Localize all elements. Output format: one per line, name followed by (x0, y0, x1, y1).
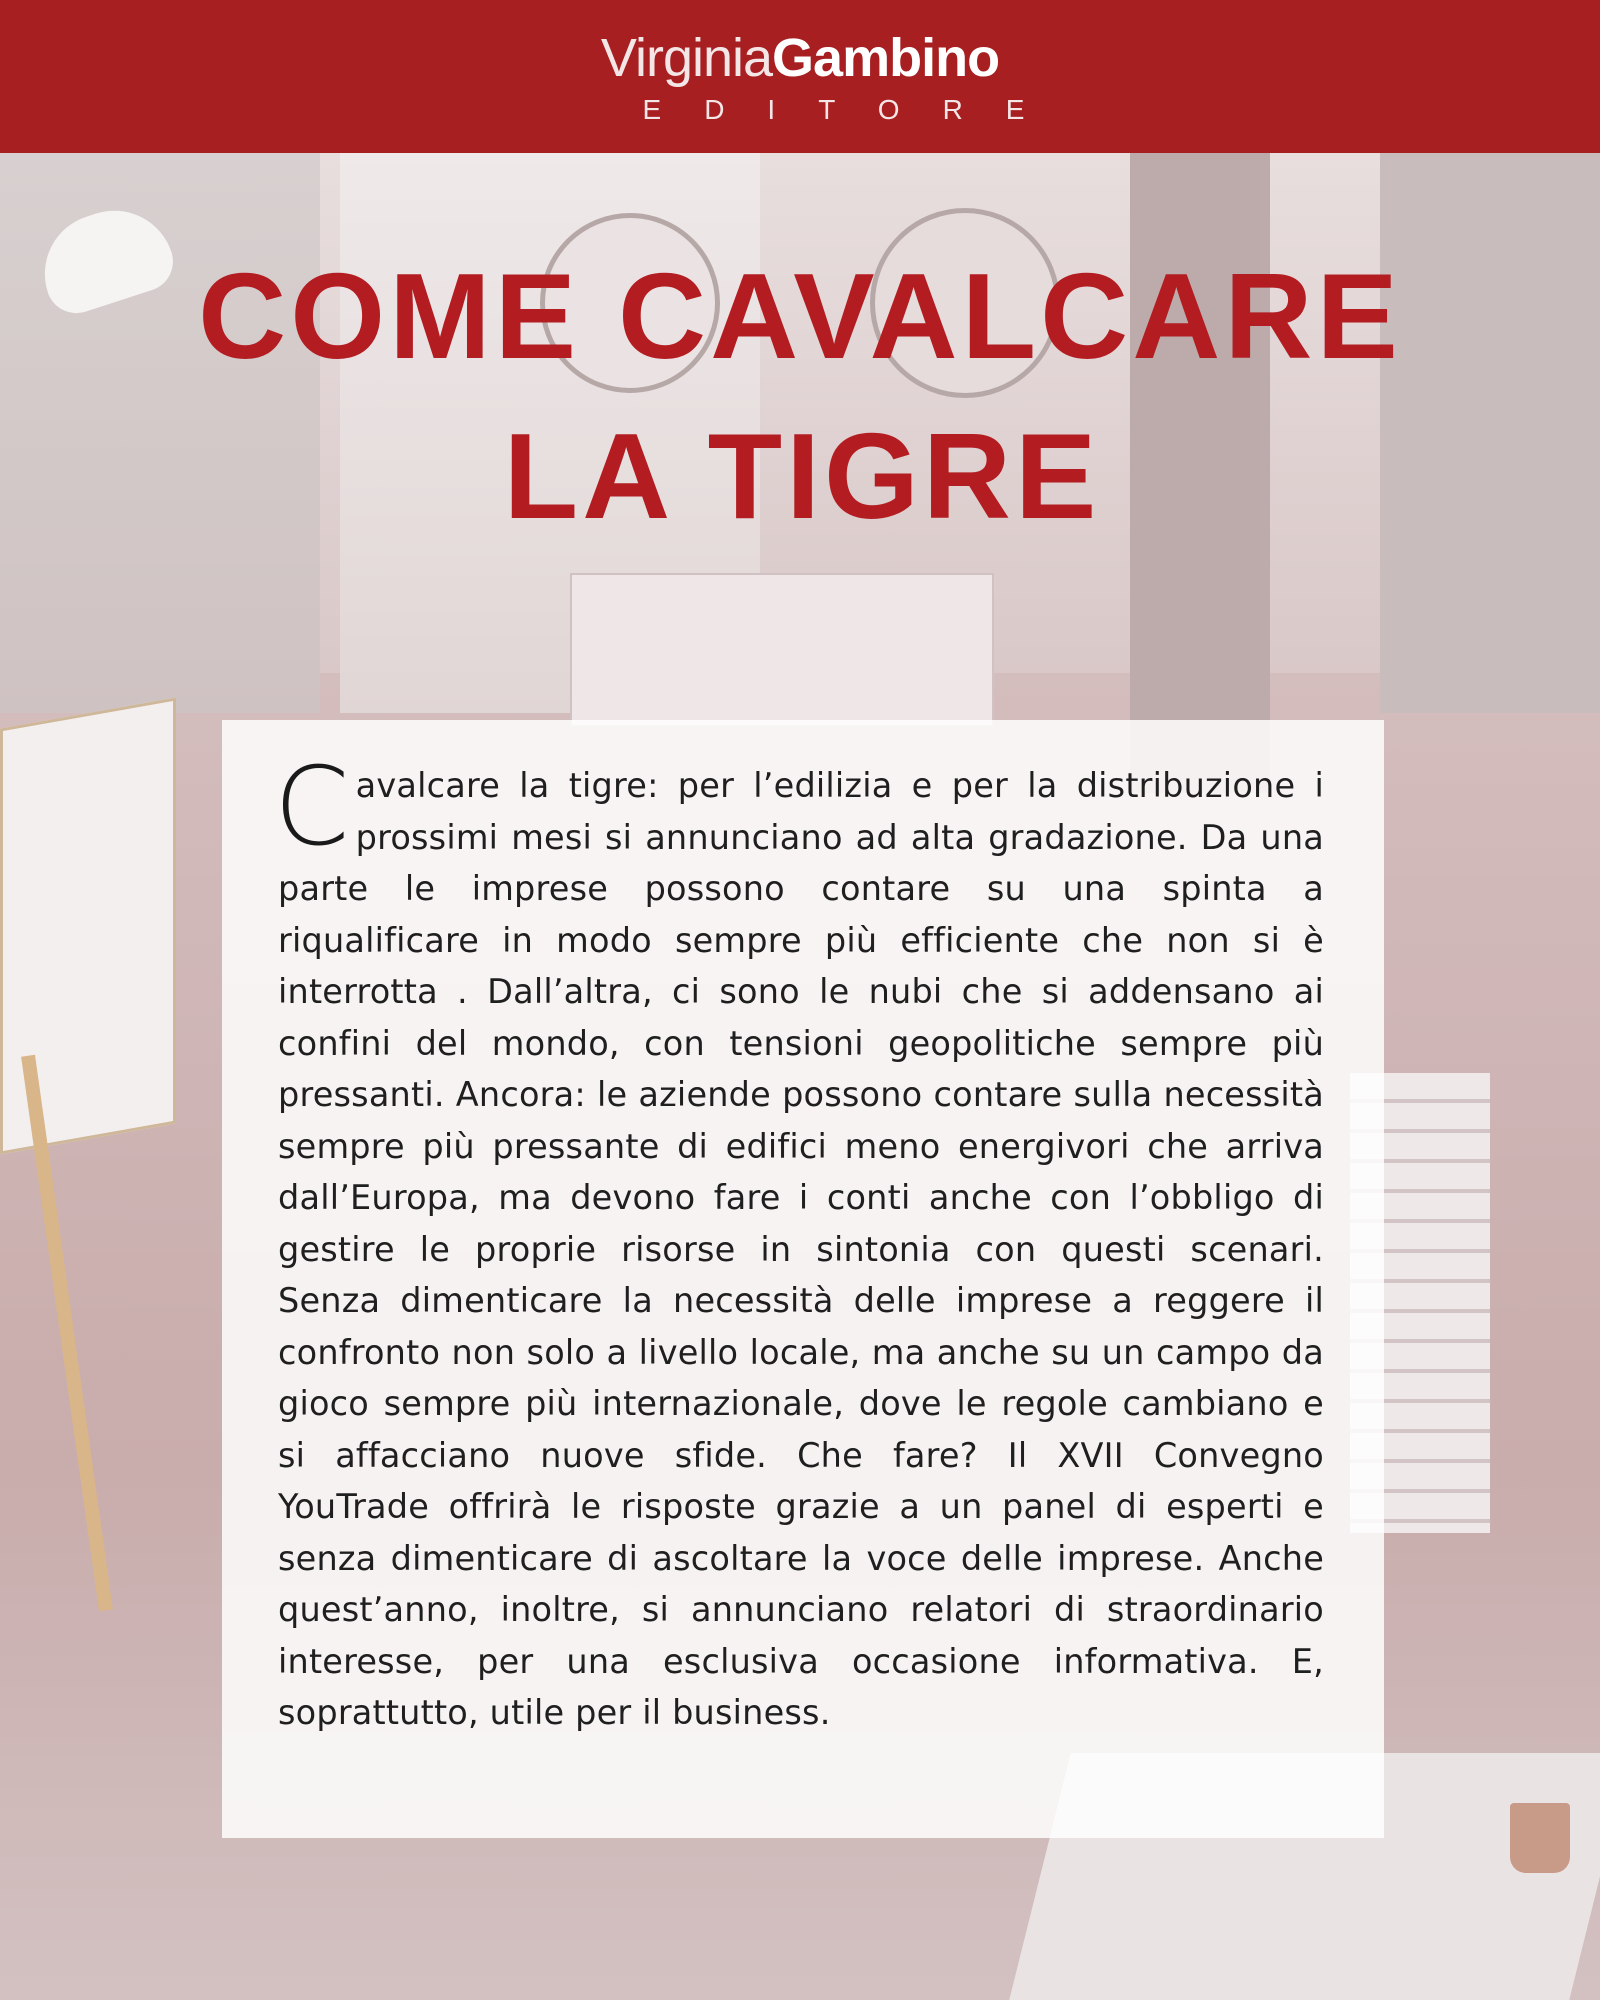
drop-cap: C (274, 745, 350, 870)
page-title (0, 236, 1600, 556)
title-line-1: COME CAVALCARE (198, 248, 1402, 384)
publisher-logo (0, 24, 1600, 126)
logo-subtitle: EDITORE (642, 94, 1068, 125)
article-text-box (222, 720, 1384, 1838)
header-bar (0, 0, 1600, 153)
photo-cup (1510, 1803, 1570, 1873)
logo-first-name: Virginia (600, 28, 773, 88)
article-body-text: avalcare la tigre: per l’edilizia e per la distribuzione i prossimi mesi si annunciano ad alta gradazione. Da una parte le imprese possono contare su una spinta a riqualificare in modo sempre più efficiente che non si è interrotta . Dall’altra, ci sono le nubi che si addensano ai confini del mondo, con tensioni geopolitiche sempre più pressanti. Ancora: le aziende possono contare sulla necessità sempre più pressante di edifici meno energivori che arriva dall’Europa, ma devono fare i conti anche con l’obbligo di gestire le proprie risorse in sintonia con questi scenari. Senza dimenticare la necessità delle imprese a reggere il confronto non solo a livello locale, ma anche su un campo da gioco sempre più internazionale, dove le regole cambiano e si affacciano nuove sfide. Che fare? Il XVII Convegno YouTrade offrirà le risposte grazie a un panel di esperti e senza dimenticare di ascoltare la voce delle imprese. Anche quest’anno, inoltre, si annunciano relatori di straordinario interesse, per una esclusiva occasione informativa. E, soprattutto, utile per il business. (278, 766, 1324, 1732)
logo-wordmark (0, 24, 1600, 92)
photo-sink-cabinet (570, 573, 994, 727)
title-line-2: LA TIGRE (503, 408, 1101, 544)
logo-last-name: Gambino (772, 28, 1000, 88)
article-body (274, 745, 1324, 1739)
